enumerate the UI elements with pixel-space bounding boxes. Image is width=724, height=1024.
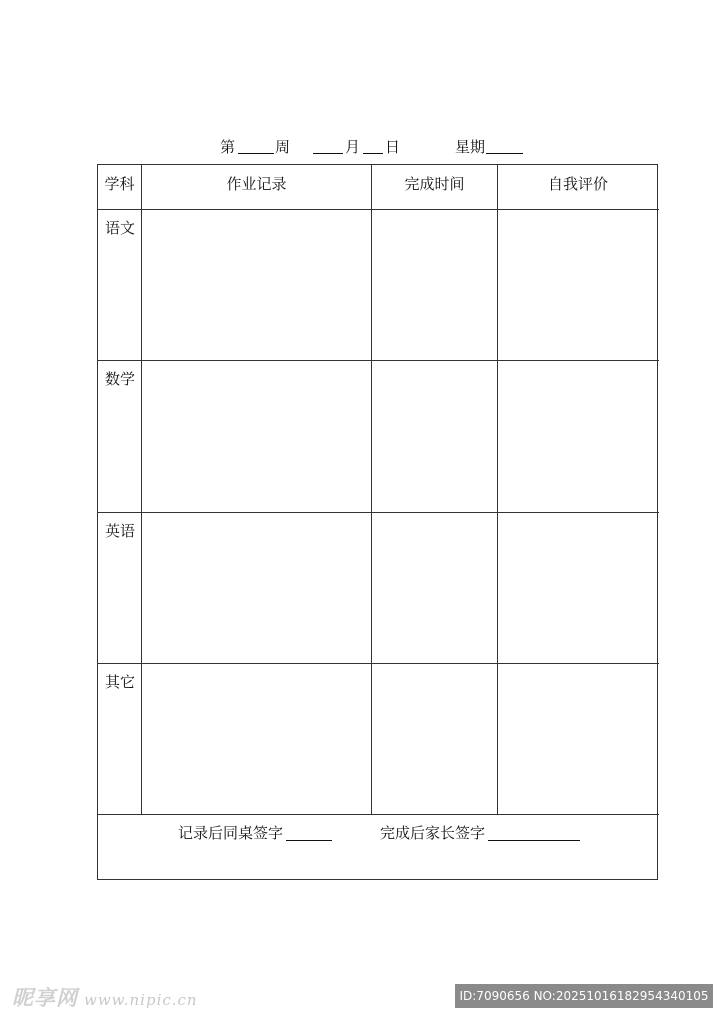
deskmate-sign-blank [286, 840, 332, 841]
site-url: www.nipic.cn [84, 991, 198, 1009]
subject-chinese: 语文 [105, 219, 136, 237]
subject-math: 数学 [105, 370, 136, 388]
parent-sign-label: 完成后家长签字 [380, 824, 486, 842]
col-divider-2 [371, 165, 372, 815]
subject-english: 英语 [105, 522, 136, 540]
site-name: 昵享网 [12, 985, 78, 1010]
homework-table [97, 164, 658, 880]
subject-other: 其它 [105, 673, 136, 691]
column-header-time: 完成时间 [404, 175, 465, 193]
column-header-evaluation: 自我评价 [547, 175, 608, 193]
header-line [0, 136, 724, 158]
week-suffix: 周 [275, 138, 291, 156]
deskmate-signature [178, 823, 283, 843]
col-divider-3 [497, 165, 498, 815]
row-divider-header [98, 209, 659, 210]
month-blank [313, 153, 343, 154]
site-watermark [12, 982, 198, 1012]
month-label: 月 [345, 138, 361, 156]
day-label: 日 [385, 138, 401, 156]
row-divider-4 [98, 814, 659, 815]
column-header-subject: 学科 [104, 175, 135, 193]
image-id-badge: ID:7090656 NO:20251016182954340105 [455, 984, 713, 1008]
parent-sign-blank [488, 840, 580, 841]
column-header-homework: 作业记录 [226, 175, 287, 193]
weekday-label: 星期 [455, 138, 486, 156]
parent-signature [380, 823, 485, 843]
week-blank [238, 153, 274, 154]
row-divider-1 [98, 360, 659, 361]
deskmate-sign-label: 记录后同桌签字 [178, 824, 284, 842]
row-divider-3 [98, 663, 659, 664]
week-prefix: 第 [220, 138, 236, 156]
weekday-blank [486, 153, 523, 154]
col-divider-1 [141, 165, 142, 815]
row-divider-2 [98, 512, 659, 513]
day-blank [363, 153, 383, 154]
